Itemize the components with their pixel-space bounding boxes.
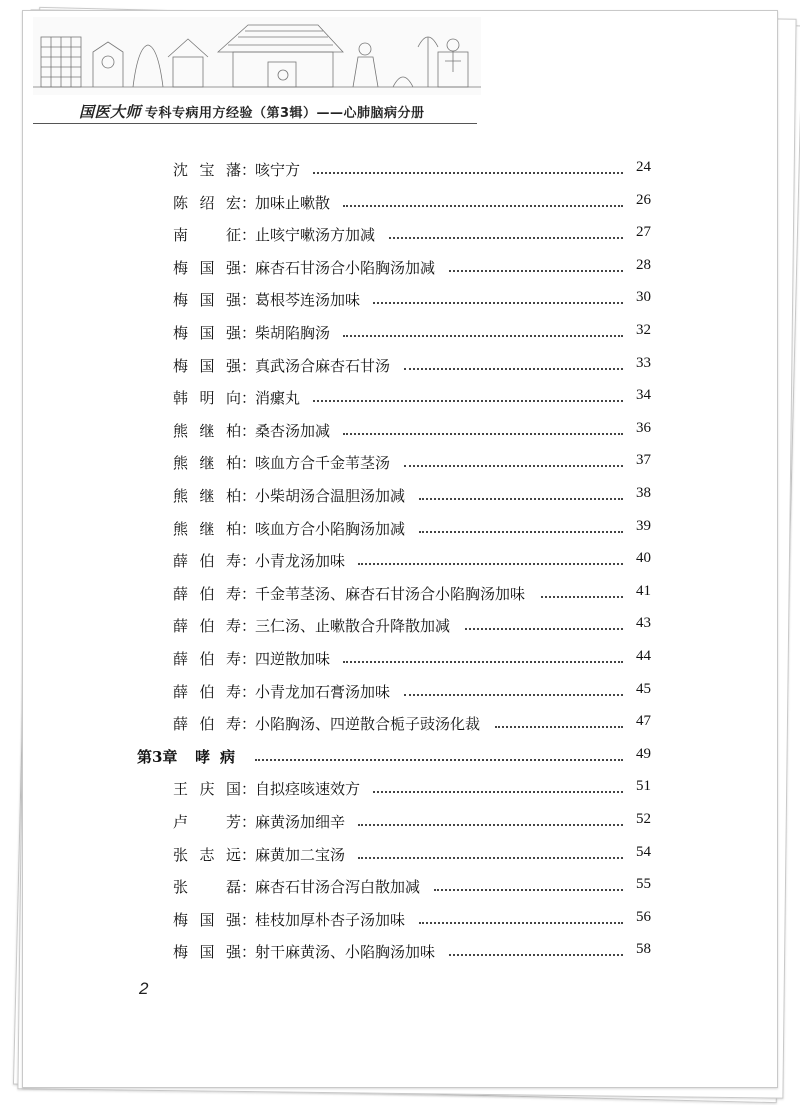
toc-colon: ： bbox=[241, 389, 257, 408]
header-subtitle: 专科专病用方经验（第3辑）——心肺脑病分册 bbox=[145, 106, 425, 121]
toc-row[interactable] bbox=[23, 518, 777, 542]
toc-page: 58 bbox=[636, 941, 651, 958]
toc-row[interactable] bbox=[23, 648, 777, 672]
toc-page: 28 bbox=[636, 256, 651, 273]
toc-author: 熊继柏 bbox=[173, 454, 241, 473]
toc-row[interactable] bbox=[23, 420, 777, 444]
toc-leader bbox=[358, 562, 623, 565]
toc-author: 梅国强 bbox=[173, 943, 241, 962]
toc-colon: ： bbox=[241, 356, 257, 375]
toc-author: 薛伯寿 bbox=[173, 650, 241, 668]
toc-leader bbox=[419, 530, 623, 533]
toc-entry: 咳宁方 bbox=[255, 161, 301, 179]
toc-row[interactable] bbox=[23, 159, 777, 183]
toc-colon: ： bbox=[241, 161, 257, 179]
toc-colon: ： bbox=[241, 291, 257, 310]
toc-author: 熊继柏 bbox=[173, 487, 241, 505]
toc-leader bbox=[313, 399, 623, 402]
toc-page: 39 bbox=[636, 517, 651, 534]
toc-colon: ： bbox=[241, 584, 257, 603]
chapter-label: 第3章 bbox=[137, 747, 178, 766]
toc-page: 51 bbox=[636, 778, 651, 795]
toc-author: 梅国强 bbox=[173, 356, 241, 375]
toc-leader bbox=[419, 497, 623, 500]
toc-page: 37 bbox=[636, 452, 651, 469]
toc-author: 薛伯寿 bbox=[173, 584, 241, 603]
page-number: 2 bbox=[139, 979, 149, 998]
toc-leader bbox=[404, 693, 623, 696]
toc-page: 47 bbox=[636, 713, 651, 730]
toc-page: 49 bbox=[636, 745, 651, 762]
toc-colon: ： bbox=[241, 910, 257, 929]
toc-author: 薛伯寿 bbox=[173, 552, 241, 571]
toc-author: 韩明向 bbox=[173, 389, 241, 408]
toc-entry: 麻黄汤加细辛 bbox=[255, 813, 346, 831]
toc-entry: 止咳宁嗽汤方加减 bbox=[255, 226, 376, 245]
toc-leader bbox=[404, 367, 623, 370]
toc-leader bbox=[449, 953, 623, 956]
toc-colon: ： bbox=[241, 226, 257, 245]
toc-page: 54 bbox=[636, 843, 651, 860]
toc-page: 55 bbox=[636, 876, 651, 893]
toc-colon: ： bbox=[241, 715, 257, 734]
toc-entry: 三仁汤、止嗽散合升降散加减 bbox=[255, 617, 451, 636]
toc-row[interactable] bbox=[23, 192, 777, 216]
toc-row[interactable] bbox=[23, 322, 777, 346]
toc-leader bbox=[404, 464, 623, 467]
toc-author: 王庆国 bbox=[173, 780, 241, 799]
toc-page: 26 bbox=[636, 191, 651, 208]
toc-page: 33 bbox=[636, 354, 651, 371]
toc-leader bbox=[255, 758, 623, 761]
toc-page: 38 bbox=[636, 485, 651, 501]
toc-colon: ： bbox=[241, 258, 257, 277]
toc-colon: ： bbox=[241, 650, 257, 668]
toc-colon: ： bbox=[241, 878, 257, 897]
toc-row[interactable] bbox=[23, 355, 777, 379]
toc-author: 熊继柏 bbox=[173, 519, 241, 538]
toc-leader bbox=[449, 269, 623, 272]
toc-leader bbox=[358, 823, 623, 826]
toc-leader bbox=[343, 660, 623, 663]
toc-entry: 小青龙加石膏汤加味 bbox=[255, 682, 391, 701]
toc-leader bbox=[541, 595, 623, 598]
toc-colon: ： bbox=[241, 487, 257, 505]
toc-row[interactable] bbox=[23, 844, 777, 868]
toc-colon: ： bbox=[241, 780, 257, 799]
toc-author: 沈宝藩 bbox=[173, 161, 241, 179]
toc-leader bbox=[465, 627, 623, 630]
toc-author: 梅国强 bbox=[173, 291, 241, 310]
toc-author: 薛伯寿 bbox=[173, 715, 241, 734]
toc-row[interactable] bbox=[23, 681, 777, 705]
toc-entry: 自拟痉咳速效方 bbox=[255, 780, 361, 799]
toc-page: 52 bbox=[636, 811, 651, 827]
toc-page: 45 bbox=[636, 680, 651, 697]
toc-row[interactable] bbox=[23, 289, 777, 313]
toc-entry: 麻黄加二宝汤 bbox=[255, 845, 346, 864]
toc-author: 熊继柏 bbox=[173, 421, 241, 440]
toc-leader bbox=[389, 236, 623, 239]
toc-page: 40 bbox=[636, 550, 651, 567]
toc-author: 陈绍宏 bbox=[173, 193, 241, 212]
toc-leader bbox=[373, 790, 623, 793]
toc-author: 张 磊 bbox=[173, 878, 241, 897]
toc-leader bbox=[343, 204, 623, 207]
toc-author: 张志远 bbox=[173, 845, 241, 864]
toc-page: 41 bbox=[636, 582, 651, 599]
toc-page: 34 bbox=[636, 387, 651, 404]
toc-row[interactable] bbox=[23, 778, 777, 802]
toc-entry: 麻杏石甘汤合小陷胸汤加减 bbox=[255, 258, 436, 277]
toc-leader bbox=[419, 921, 623, 924]
chapter-name: 哮病 bbox=[195, 747, 246, 766]
toc-entry: 咳血方合小陷胸汤加减 bbox=[255, 519, 406, 538]
toc-entry: 真武汤合麻杏石甘汤 bbox=[255, 356, 391, 375]
toc-author: 薛伯寿 bbox=[173, 682, 241, 701]
toc-author: 薛伯寿 bbox=[173, 617, 241, 636]
toc-author: 卢 芳 bbox=[173, 813, 241, 831]
toc-colon: ： bbox=[241, 682, 257, 701]
toc-entry: 咳血方合千金苇茎汤 bbox=[255, 454, 391, 473]
toc-entry: 桂枝加厚朴杏子汤加味 bbox=[255, 910, 406, 929]
toc-row[interactable] bbox=[23, 713, 777, 737]
toc-leader bbox=[373, 301, 623, 304]
toc-entry: 麻杏石甘汤合泻白散加减 bbox=[255, 878, 421, 897]
toc-entry: 桑杏汤加减 bbox=[255, 421, 331, 440]
toc-entry: 葛根芩连汤加味 bbox=[255, 291, 361, 310]
toc-author: 南 征 bbox=[173, 226, 241, 245]
toc-colon: ： bbox=[241, 454, 257, 473]
toc-colon: ： bbox=[241, 519, 257, 538]
toc-page: 43 bbox=[636, 615, 651, 632]
toc-row[interactable] bbox=[23, 811, 777, 835]
toc-page: 56 bbox=[636, 908, 651, 925]
toc-row[interactable] bbox=[23, 485, 777, 509]
toc-author: 梅国强 bbox=[173, 910, 241, 929]
toc-row[interactable] bbox=[23, 909, 777, 933]
toc-row[interactable] bbox=[23, 387, 777, 411]
toc-page: 30 bbox=[636, 289, 651, 306]
toc-entry: 射干麻黄汤、小陷胸汤加味 bbox=[255, 943, 436, 962]
toc-colon: ： bbox=[241, 324, 257, 342]
toc-leader bbox=[313, 171, 623, 174]
toc-row[interactable] bbox=[23, 257, 777, 281]
toc-leader bbox=[358, 856, 623, 859]
toc-colon: ： bbox=[241, 813, 257, 831]
toc-author: 梅国强 bbox=[173, 258, 241, 277]
toc-page: 24 bbox=[636, 159, 651, 175]
toc-author: 梅国强 bbox=[173, 324, 241, 342]
toc-row[interactable] bbox=[23, 224, 777, 248]
header-brand: 国医大师 bbox=[79, 103, 142, 121]
toc-entry: 千金苇茎汤、麻杏石甘汤合小陷胸汤加味 bbox=[255, 584, 526, 603]
toc-entry: 柴胡陷胸汤 bbox=[255, 324, 331, 342]
toc-leader bbox=[434, 888, 623, 891]
toc-entry: 小柴胡汤合温胆汤加减 bbox=[255, 487, 406, 505]
toc-chapter-row[interactable] bbox=[23, 746, 777, 770]
toc-row[interactable] bbox=[23, 941, 777, 965]
toc-colon: ： bbox=[241, 193, 257, 212]
toc-row[interactable] bbox=[23, 615, 777, 639]
toc-page: 32 bbox=[636, 322, 651, 338]
toc-colon: ： bbox=[241, 845, 257, 864]
toc-leader bbox=[495, 725, 623, 728]
toc-row[interactable] bbox=[23, 876, 777, 900]
toc-row[interactable] bbox=[23, 550, 777, 574]
book-page bbox=[22, 10, 778, 1088]
toc-entry: 四逆散加味 bbox=[255, 650, 331, 668]
toc-entry: 小青龙汤加味 bbox=[255, 552, 346, 571]
toc-entry: 消瘰丸 bbox=[255, 389, 301, 408]
toc-colon: ： bbox=[241, 552, 257, 571]
toc-page: 27 bbox=[636, 224, 651, 241]
toc-page: 36 bbox=[636, 419, 651, 436]
toc-page: 44 bbox=[636, 648, 651, 664]
toc-row[interactable] bbox=[23, 452, 777, 476]
table-of-contents bbox=[23, 11, 777, 1087]
toc-leader bbox=[343, 432, 623, 435]
toc-entry: 小陷胸汤、四逆散合栀子豉汤化裁 bbox=[255, 715, 481, 734]
toc-colon: ： bbox=[241, 421, 257, 440]
toc-leader bbox=[343, 334, 623, 337]
toc-colon: ： bbox=[241, 617, 257, 636]
toc-entry: 加味止嗽散 bbox=[255, 193, 331, 212]
toc-colon: ： bbox=[241, 943, 257, 962]
toc-row[interactable] bbox=[23, 583, 777, 607]
